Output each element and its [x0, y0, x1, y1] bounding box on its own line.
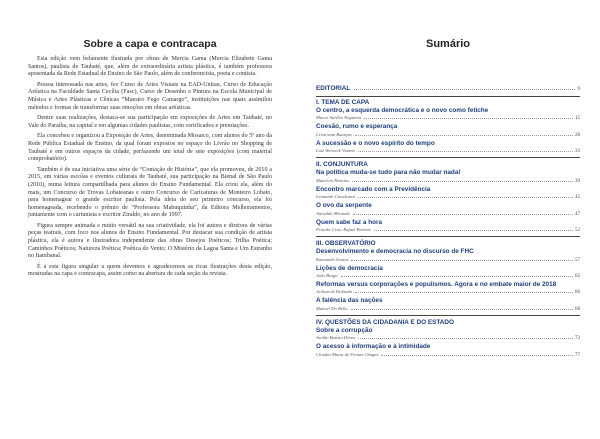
- entry-title: Encontro marcado com a Previdência: [316, 185, 431, 193]
- entry-title: A sucessão e o novo espírito do tempo: [316, 139, 435, 147]
- paragraph: Pessoa interessada nas artes, fez Curso de Artes Visuais na EAD-Unitau, Curso de Educação Artística na Faculdade Santa Cecília (Fasc), Curso de Desenho e Pintura na Escola Municipal de Música e Artes Plásticas e Cênicas “Maestro Fego Camargo”, instituições nas quais assimilou métodos e formas de transformar suas emoções em obras artísticas.: [28, 81, 272, 111]
- section-heading: IV. QUESTÕES DA CIDADANIA E DO ESTADO: [316, 318, 455, 326]
- entry-title: O ovo da serpente: [316, 202, 372, 209]
- leader-dots: [351, 309, 573, 310]
- entry-author-row: [316, 114, 580, 122]
- leader-dots: [355, 135, 573, 136]
- toc-entry[interactable]: [316, 169, 580, 185]
- leader-dots: [353, 214, 573, 215]
- section-heading: I. TEMA DE CAPA: [316, 98, 370, 106]
- page-number: 39: [575, 178, 580, 184]
- entry-author: Joilson de Holanda: [316, 289, 352, 294]
- toc-entry[interactable]: [316, 265, 580, 281]
- entry-title: Quem sabe faz a hora: [316, 218, 383, 226]
- entry-author: Luiz Werneck Vianna: [316, 148, 355, 153]
- section-heading: III. OBSERVATÓRIO: [316, 240, 376, 247]
- entry-author: João Braga: [316, 273, 338, 278]
- toc-entry[interactable]: [316, 248, 580, 264]
- paragraph: Também é de sua iniciativa uma série de “Contação de História”, que ela promoveu, de 2010 a 2015, em várias escolas e eventos culturais de Taubaté, sua participação na Bienal de São Paulo (2010), numa leitura compartilhada para alunos do Ensino Fundamental. Ela criou ela, além do mais, um Concurso de Trovas Lobateanas e outro Concurso de Caricaturas de Monteiro Lobato, para homenagear o grande escritor paulista. Pela ideia do seu primeiro concurso, ela foi homenageada, recebendo o prêmio de “Professora Mahuquinha”, da Editora Melhoramentos, juntamente com o cartunista e escritor Ziraldo, no ano de 1997.: [28, 166, 272, 219]
- page-number: 33: [575, 149, 580, 154]
- entry-author-row: [316, 147, 580, 155]
- toc-editorial-label: EDITORIAL: [316, 85, 351, 92]
- page-number: 28: [575, 132, 580, 138]
- entry-author: Marco Aurélio Nogueira: [316, 115, 362, 120]
- entry-author: Cristovam Buarque: [316, 131, 352, 137]
- toc-entry[interactable]: [316, 297, 580, 313]
- entry-author-row: [316, 193, 580, 201]
- entry-author: Claudia Maria de Freitas Chagas: [316, 351, 379, 357]
- table-of-contents: [316, 85, 580, 360]
- entry-title: Na política muda-se tudo para não mudar nada!: [316, 169, 461, 176]
- entry-title: Lições de democracia: [316, 264, 383, 272]
- toc-entry[interactable]: [316, 202, 580, 218]
- leader-dots: [381, 355, 573, 356]
- entry-author-row: [316, 226, 580, 234]
- toc-editorial[interactable]: [316, 85, 580, 97]
- toc-entry[interactable]: [316, 123, 580, 139]
- entry-author: Anivaldo Miranda: [316, 210, 350, 216]
- toc-entry[interactable]: [316, 107, 580, 123]
- page-number: 9: [577, 87, 580, 92]
- page-number: 52: [575, 228, 580, 233]
- entry-author: Leonardo Cavalcanti: [316, 194, 356, 199]
- toc-section: [316, 157, 580, 234]
- page-number: 73: [575, 336, 580, 341]
- page-number: 15: [575, 116, 580, 121]
- leader-dots: [374, 230, 573, 231]
- leader-dots: [358, 197, 573, 198]
- entry-author-row: [316, 305, 580, 313]
- entry-title: O centro, a esquerda democrática e o novo como fetiche: [316, 106, 489, 114]
- section-heading: II. CONJUNTURA: [316, 161, 368, 168]
- page-number: 66: [575, 290, 580, 295]
- paragraph: Dentre suas realizações, destaca-se sua participação em exposições de Artes em Taubaté, no Vale do Paraíba, na capital e em algumas cidades paulistas, com certificados e premiações.: [28, 115, 272, 129]
- entry-title: Coesão, rumo e esperança: [316, 123, 398, 130]
- page-number: 57: [575, 257, 580, 263]
- toc-entry[interactable]: [316, 327, 580, 343]
- toc-section: [316, 315, 580, 359]
- leader-dots: [352, 181, 573, 182]
- page-number: 47: [575, 211, 580, 217]
- entry-title: Desenvolvimento e democracia no discurso de FHC: [316, 248, 474, 255]
- entry-author-row: [316, 177, 580, 185]
- entry-title: O acesso à informação e à intimidade: [316, 343, 431, 350]
- leader-dots: [358, 151, 573, 152]
- toc-entry[interactable]: [316, 186, 580, 202]
- entry-author: Maurício Huertas: [316, 177, 350, 183]
- leader-dots: [358, 338, 573, 339]
- paragraph: Esta edição vem belamente ilustrada por obras de Mercia Gama (Mercia Elizabete Gama Santos), paulista de Taubaté, que, além de extraordinária artista plástica, é também professora aposentada da Rede Estadual de Ensino de São Paulo, além de conferencista, poeta e contista.: [28, 56, 272, 78]
- paragraph: É a esta figura singular a quem devemos e agradecemos as ricas ilustrações desta edição, mostradas na capa e contracapa, assim como na abertura de cada seção da revista.: [28, 263, 272, 278]
- leader-dots: [351, 260, 573, 261]
- page-number: 45: [575, 195, 580, 200]
- paragraph: Figura sempre animada e muito versátil na sua criatividade, ela foi autora e diretora de várias peças teatrais, com foco nos alunos do Ensino Fundamental. Por destacar sua condição de artista plástica, ela é autora e ilustradora independente das obras Desejos Poéticos; Trilha Poética; Caminhos Poéticos; Natureza Poética; Poética do Vento; O Mistério da Lagoa Santa e Um Estranho no Itambanal.: [28, 222, 272, 260]
- entry-author-row: [316, 351, 580, 359]
- entry-title: A falência das nações: [316, 297, 383, 304]
- leader-dots: [355, 292, 573, 293]
- entry-title: Reformas versus corporações e populismos. Agora e no embate maior de 2018: [316, 281, 557, 288]
- entry-author-row: [316, 334, 580, 342]
- leader-dots: [341, 276, 573, 277]
- leader-dots: [364, 118, 573, 119]
- page-number: 68: [575, 306, 580, 312]
- entry-author: Raimundo Santos: [316, 256, 349, 262]
- toc-entry[interactable]: [316, 343, 580, 359]
- summary-title: Sumário: [425, 38, 470, 50]
- toc-section: [316, 236, 580, 313]
- toc-entry[interactable]: [316, 140, 580, 156]
- entry-author-row: [316, 131, 580, 139]
- about-cover-body: [28, 56, 272, 282]
- leader-dots: [354, 89, 574, 90]
- entry-author: Priscila Cruz; Rafael Parente: [316, 227, 371, 232]
- page-number: 77: [575, 352, 580, 358]
- entry-author-row: [316, 288, 580, 296]
- toc-section: [316, 99, 580, 156]
- page-number: 62: [575, 274, 580, 279]
- toc-entry[interactable]: [316, 219, 580, 235]
- about-cover-title: Sobre a capa e contracapa: [83, 38, 217, 50]
- entry-author-row: [316, 210, 580, 218]
- entry-author-row: [316, 256, 580, 264]
- entry-title: Sobre a corrupção: [316, 326, 373, 334]
- entry-author-row: [316, 272, 580, 280]
- paragraph: Ela concebeu e organizou a Exposição de Artes, denominada Mosaico, com alunos do 5º ano da Rede Pública Estadual de Ensino, da qual foram expostos no espaço do Livrão no Shopping de Taubaté e em outros espaços da cidade, perfazendo um total de sete exposições (com material comprobatório).: [28, 133, 272, 163]
- entry-author: Manoel Do Bello: [316, 305, 348, 311]
- entry-author: Aroldo Batista Dórea: [316, 335, 356, 340]
- toc-entry[interactable]: [316, 281, 580, 296]
